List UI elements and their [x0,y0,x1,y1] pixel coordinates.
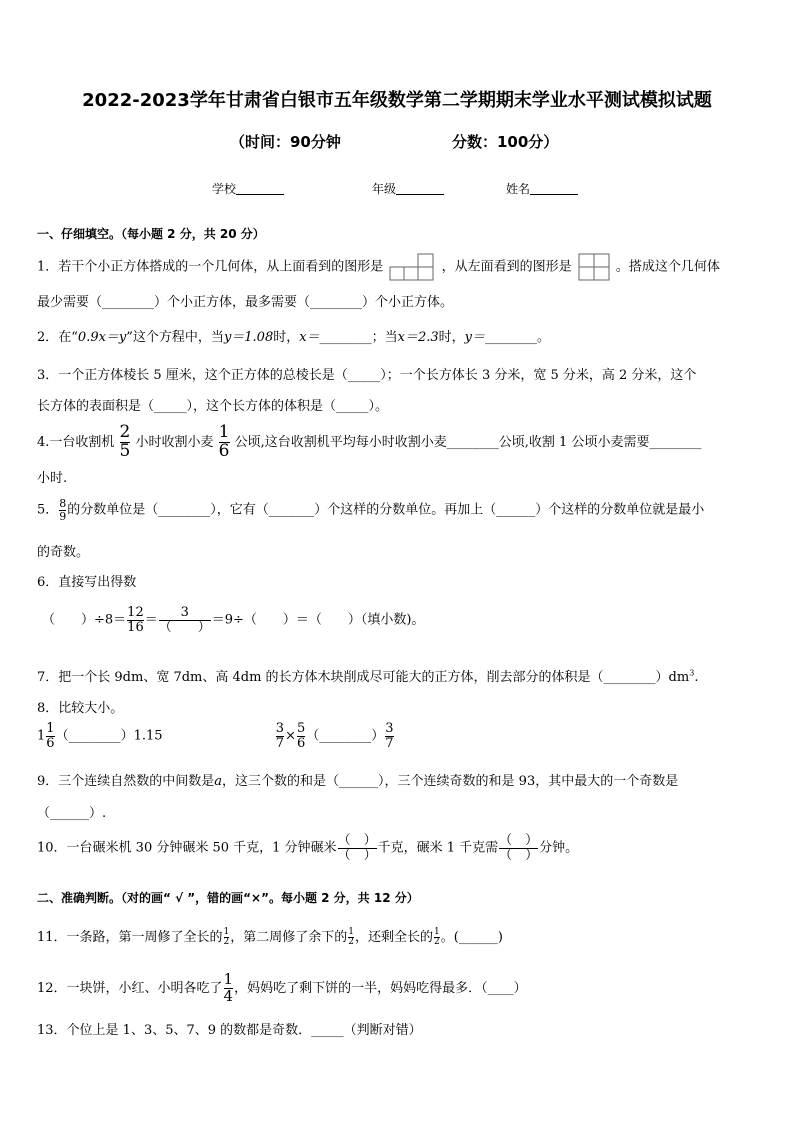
school-blank[interactable] [236,182,284,195]
question-5-line-2: 的奇数。 [37,545,90,560]
q9-text-b: ，这三个数的和是（______），三个连续奇数的和是 93，其中最大的一个奇数是 [222,774,679,789]
question-9-line-2: （______）. [37,806,107,821]
fraction-1-2-a [224,928,230,948]
exam-title: 2022-2023学年甘肃省白银市五年级数学第二学期期末学业水平测试模拟试题 [82,90,712,111]
q4-text-b: 小时收割小麦 [135,434,214,450]
q8-times: × [285,728,296,744]
q12-text-a: 12．一块饼，小红、小明各吃了 [37,980,223,996]
fraction-2-5 [120,424,131,461]
q8-f2-numerator: 3 [275,721,285,736]
q8-whole: 1 [37,728,46,744]
q5-denominator: 9 [59,509,67,523]
q12-text-b: ，妈妈吃了剩下饼的一半，妈妈吃得最多．（____） [234,980,527,996]
q8-text-b: （________）1.15 [55,728,163,744]
fraction-12-16 [127,606,144,634]
grade-blank[interactable] [396,182,444,195]
time-label: （时间：90分钟 [230,133,341,151]
q11-f2-denominator: 2 [348,937,355,947]
q8-f3-numerator: 5 [296,721,306,736]
q11-text-b: ，第二周修了余下的 [230,930,348,945]
fraction-5-6 [297,722,305,750]
question-13: 13．个位上是 1、3、5、7、9 的数都是奇数．_____（判断对错） [37,1023,422,1038]
question-3-line-1: 3．一个正方体棱长 5 厘米，这个正方体的总棱长是（_____）；一个长方体长 3 分米，宽 5 分米，高 2 分米，这个 [37,368,697,383]
fraction-blank-b[interactable] [499,834,538,862]
q9-text-a: 9．三个连续自然数的中间数是 [37,774,215,789]
q10-f1-denominator[interactable]: （ ） [337,847,377,863]
left-view-grid-icon [578,253,610,281]
q8-f2-denominator: 7 [275,735,285,751]
question-8-comparisons [37,722,395,750]
q11-text-a: 11．一条路，第一周修了全长的 [37,930,223,945]
question-1-line-1 [37,253,720,281]
question-9-line-1 [37,770,678,789]
question-6-equation [42,606,425,634]
q5-text-a: 的分数单位是（________），它有（_______）个这样的分数单位。再加上（______）个这样的分数单位就是最小 [67,502,705,518]
q10-text-b: 千克，碾米 1 千克需 [377,840,499,856]
q1-text-a: 1．若干个小正方体搭成的一个几何体，从上面看到的图形是 [37,259,384,275]
fraction-1-6 [219,424,230,461]
question-4-line-2: 小时. [37,471,68,486]
question-5-line-1 [37,498,704,522]
q12-denominator: 4 [223,986,234,1005]
question-2 [37,326,550,345]
q4-text-a: 4.一台收割机 [37,434,115,450]
top-view-grid-icon [389,253,435,281]
q11-f2-numerator: 1 [348,926,355,937]
q10-text-c: 分钟。 [539,840,579,856]
q11-text-d: 。(______) [440,930,503,945]
grade-label: 年级 [372,182,397,196]
fraction-3-blank [159,606,211,634]
score-label: 分数：100分） [452,133,559,151]
q2-x1: x＝ [299,330,320,345]
school-label: 学校 [212,182,237,196]
question-12 [37,972,527,1005]
fraction-1-2-c [434,928,440,948]
q1-text-c: 。搭成这个几何体 [615,259,720,275]
q6-text-c: ＝9÷（ ）＝（ ）（填小数)。 [211,612,425,628]
fraction-1-6-mixed [46,722,54,750]
q12-numerator: 1 [223,970,234,988]
q2-text-b: ”这个方程中，当 [126,330,224,345]
q2-y1: y＝1.08 [223,330,274,345]
q2-y2: y＝ [464,330,485,345]
q7-superscript: 3 [689,668,695,678]
q4-f1-numerator: 2 [119,422,131,442]
q10-f1-numerator[interactable]: （ ） [337,833,377,848]
q6-f1-numerator: 12 [127,605,144,620]
q10-f2-denominator[interactable]: （ ） [499,847,539,863]
q5-number: 5． [37,502,59,518]
fraction-1-2-b [348,928,354,948]
fraction-blank-a[interactable] [338,834,377,862]
q2-text-c: 时， [273,330,300,345]
q8-f3-denominator: 6 [296,735,306,751]
q7-text-a: 7．把一个长 9dm、宽 7dm、高 4dm 的长方体木块削成尽可能大的正方体，削去部分的体积是（________）dm [37,670,690,685]
q4-text-c: 公顷,这台收割机平均每小时收割小麦________公顷,收割 1 公顷小麦需要________ [234,434,702,450]
q11-f3-numerator: 1 [434,926,440,937]
fraction-8-9 [59,498,66,522]
q9-variable: a [214,774,223,789]
section-2-heading: 二、准确判断。（对的画“ √ ”，错的画“×”。每小题 2 分，共 12 分） [37,891,419,905]
q11-f3-denominator: 2 [434,937,440,947]
q6-equals: ＝ [144,612,158,628]
q2-equation: 0.9x＝y [77,330,127,345]
grade-field [372,180,444,197]
question-6-heading: 6．直接写出得数 [37,575,137,590]
q2-text-e: 时， [438,330,465,345]
fraction-3-7-b [385,722,393,750]
q2-text-d: ________；当 [319,330,398,345]
question-1-line-2: 最少需要（________）个小正方体，最多需要（________）个小正方体。 [37,295,454,310]
q4-f2-denominator: 6 [218,440,230,461]
question-10 [37,834,578,862]
q2-x2: x＝2.3 [397,330,439,345]
name-field [506,180,578,197]
question-3-line-2: 长方体的表面积是（_____），这个长方体的体积是（_____）。 [37,399,389,414]
q8-f1-denominator: 6 [46,735,55,751]
q11-f1-denominator: 2 [223,937,230,947]
question-4-line-1 [37,424,701,461]
section-1-heading: 一、仔细填空。（每小题 2 分，共 20 分） [37,227,265,241]
question-11 [37,926,503,947]
name-label: 姓名 [506,182,531,196]
q8-text-c: （________） [306,728,385,744]
question-8-heading: 8．比较大小。 [37,701,124,716]
q5-numerator: 8 [59,497,67,510]
q6-f2-numerator: 3 [180,605,189,620]
fraction-3-7-a [276,722,284,750]
name-blank[interactable] [530,182,578,195]
q2-text-f: ________。 [485,330,551,345]
q6-text-b: （ ）÷8＝ [42,612,127,628]
q10-text-a: 10．一台碾米机 30 分钟碾米 50 千克，1 分钟碾米 [37,840,337,856]
q10-f2-numerator[interactable]: （ ） [499,833,539,848]
q8-f4-denominator: 7 [385,735,394,751]
q6-f1-denominator: 16 [127,619,144,635]
q6-f2-denominator[interactable]: （ ） [158,619,211,635]
q4-f2-numerator: 1 [218,422,230,442]
q8-f4-numerator: 3 [385,721,394,736]
fraction-1-4 [224,972,234,1005]
question-7 [37,666,698,685]
q7-text-b: . [694,670,699,685]
school-field [212,180,284,197]
q8-f1-numerator: 1 [46,721,55,736]
q11-text-c: ，还剩全长的 [355,930,434,945]
q11-f1-numerator: 1 [223,926,230,937]
q1-text-b: ，从左面看到的图形是 [441,259,572,275]
q4-f1-denominator: 5 [119,440,131,461]
q2-text-a: 2．在“ [37,330,78,345]
